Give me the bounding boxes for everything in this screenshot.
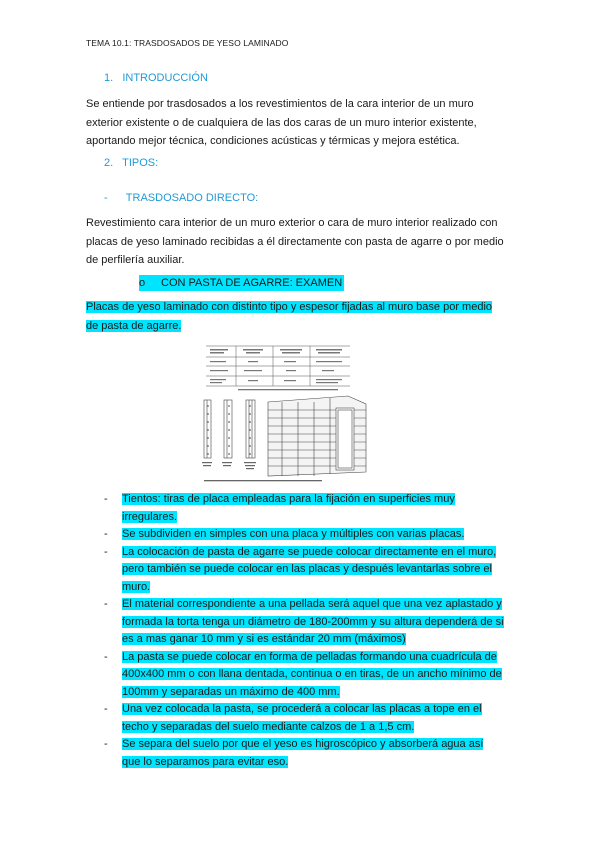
list-item-text: La colocación de pasta de agarre se puede colocar directamente en el muro, pero también se puede colocar en las placas y después levantarlas sobre el muro.	[122, 545, 497, 593]
trasdosado-figure	[198, 340, 376, 488]
list-item-text: Se separa del suelo por que el yeso es higroscópico y absorberá agua así que lo separamos para evitar eso.	[122, 738, 484, 768]
list-marker: -	[104, 703, 108, 715]
section-heading-tipos: 2. TIPOS:	[104, 157, 159, 169]
figure-drawing	[204, 396, 366, 476]
highlighted-text: Placas de yeso laminado con distinto tipo y espesor fijadas al muro base por medio de pasta de agarre.	[86, 301, 493, 332]
list-item-text: El material correspondiente a una pellada será aquel que una vez aplastado y formada la torta tenga un diámetro de 180-200mm y su altura dependerá de si es a mas ganar 10 mm y si es estándar 20 mm (máximos)	[122, 598, 504, 645]
list-item-text: Se subdividen en simples con una placa y múltiples con varias placas.	[122, 528, 465, 540]
section-heading-introduccion: 1. INTRODUCCIÓN	[104, 72, 208, 84]
list-marker: -	[104, 598, 108, 610]
list-marker: -	[104, 493, 108, 505]
list-item-text: Una vez colocada la pasta, se procederá a colocar las placas a tope en el techo y separadas del suelo mediante calzos de 1 a 1,5 cm.	[122, 703, 482, 733]
subsection-heading-trasdosado-directo: - TRASDOSADO DIRECTO:	[104, 192, 259, 204]
list-item	[104, 649, 504, 702]
list-item	[104, 736, 504, 771]
document-header: TEMA 10.1: TRASDOSADOS DE YESO LAMINADO	[86, 38, 289, 48]
highlighted-paragraph	[86, 298, 506, 335]
sub-heading-text: CON PASTA DE AGARRE: EXAMEN	[161, 277, 343, 289]
list-item	[104, 701, 504, 736]
list-marker: -	[104, 545, 108, 558]
list-item-text: Tientos: tiras de placa empleadas para la fijación en superficies muy irregulares.	[122, 493, 455, 523]
bullet-list	[104, 491, 504, 771]
list-item	[104, 491, 504, 526]
list-marker: -	[104, 528, 108, 540]
list-item-text: La pasta se puede colocar en forma de pelladas formando una cuadrícula de 400x400 mm o con llana dentada, continua o en tiras, de un ancho mínimo de 100mm y separadas un máximo de 400 mm.	[122, 650, 502, 698]
sub-bullet-marker: o	[139, 277, 146, 289]
list-item	[104, 544, 504, 597]
list-marker: -	[104, 650, 108, 663]
list-item	[104, 596, 504, 649]
list-item	[104, 526, 504, 544]
intro-paragraph: Se entiende por trasdosados a los revestimientos de la cara interior de un muro exterior existente o de cualquiera de las dos caras de un muro interior existente, aportando mejor técnica, condiciones acústicas y térmicas y mejora estética.	[86, 98, 477, 147]
directo-paragraph: Revestimiento cara interior de un muro exterior o cara de muro interior realizado con placas de yeso laminado recibidas a él directamente con pasta de agarre o por medio de perfilería auxiliar.	[86, 217, 504, 266]
subheading-pasta-de-agarre	[139, 275, 344, 291]
list-marker: -	[104, 738, 108, 750]
